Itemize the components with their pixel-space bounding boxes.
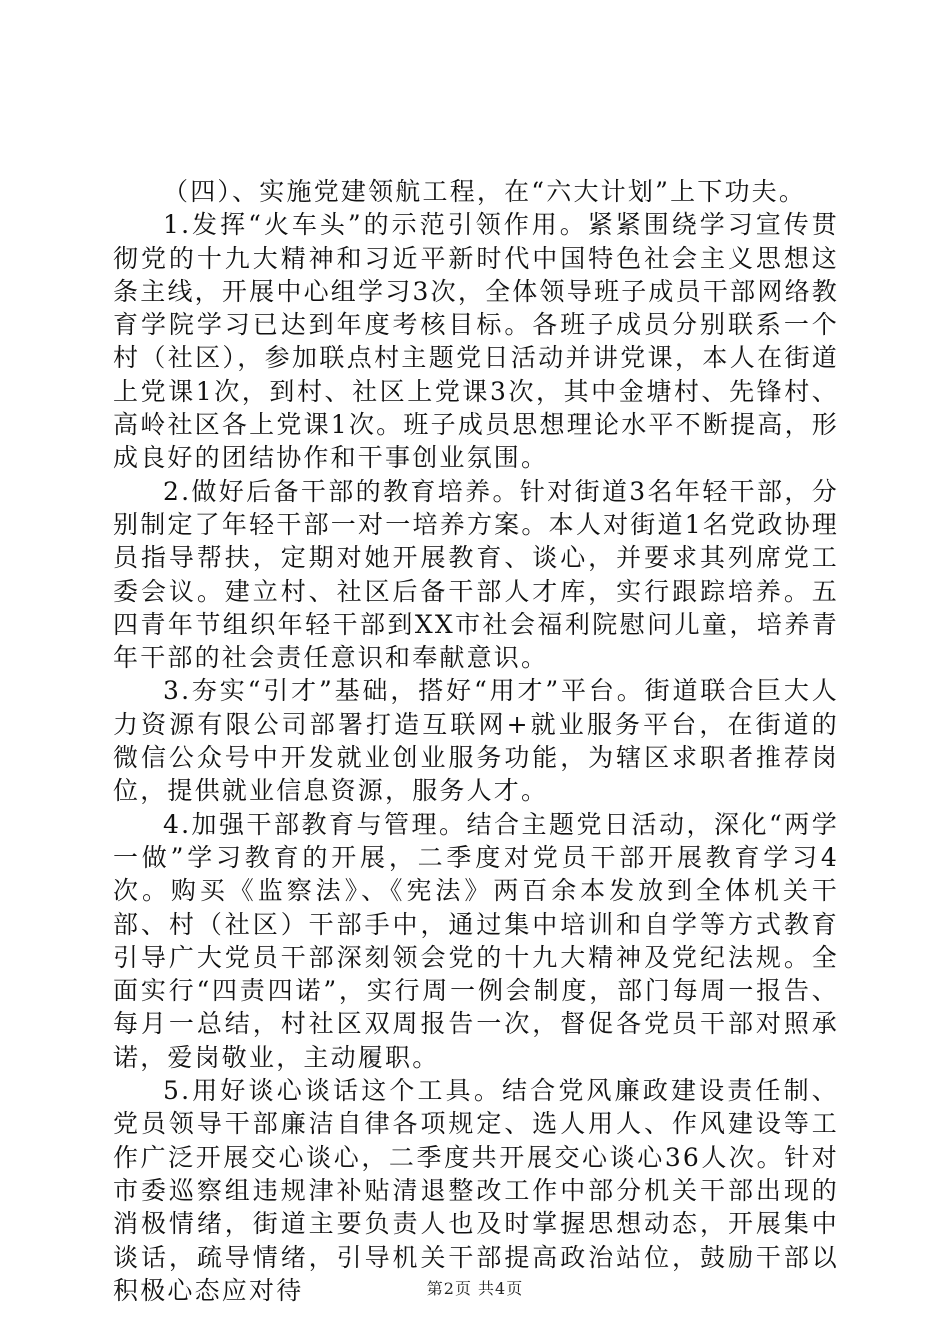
paragraph-3: 3.夯实“引才”基础，搭好“用才”平台。街道联合巨大人力资源有限公司部署打造互联网+就业服务平台，在街道的微信公众号中开发就业创业服务功能，为辖区求职者推荐岗位，提供就业信息资源，服务人才。 (113, 676, 839, 806)
section-heading: （四）、实施党建领航工程，在“六大计划”上下功夫。 (163, 177, 807, 206)
paragraph-4: 4.加强干部教育与管理。结合主题党日活动，深化“两学一做”学习教育的开展，二季度对党员干部开展教育学习4次。购买《监察法》、《宪法》两百余本发放到全体机关干部、村（社区）干部手中，通过集中培训和自学等方式教育引导广大党员干部深刻领会党的十九大精神及党纪法规。全面实行“四责四诺”，实行周一例会制度，部门每周一报告、每月一总结，村社区双周报告一次，督促各党员干部对照承诺，爱岗敬业，主动履职。 (113, 809, 839, 1072)
document-body (113, 175, 839, 1307)
page-number-footer: 第2页 共4页 (426, 1279, 524, 1298)
paragraph-2: 2.做好后备干部的教育培养。针对街道3名年轻干部，分别制定了年轻干部一对一培养方案。本人对街道1名党政协理员指导帮扶，定期对她开展教育、谈心，并要求其列席党工委会议。建立村、社区后备干部人才库，实行跟踪培养。五四青年节组织年轻干部到XX市社会福利院慰问儿童，培养青年干部的社会责任意识和奉献意识。 (113, 476, 839, 673)
paragraph-5: 5.用好谈心谈话这个工具。结合党风廉政建设责任制、党员领导干部廉洁自律各项规定、选人用人、作风建设等工作广泛开展交心谈心，二季度共开展交心谈心36人次。针对市委巡察组违规津补贴清退整改工作中部分机关干部出现的消极情绪，街道主要负责人也及时掌握思想动态，开展集中谈话，疏导情绪，引导机关干部提高政治站位，鼓励干部以积极心态应对待 (113, 1076, 839, 1305)
paragraph-1: 1.发挥“火车头”的示范引领作用。紧紧围绕学习宣传贯彻党的十九大精神和习近平新时代中国特色社会主义思想这条主线，开展中心组学习3次，全体领导班子成员干部网络教育学院学习已达到年度考核目标。各班子成员分别联系一个村（社区），参加联点村主题党日活动并讲党课，本人在街道上党课1次，到村、社区上党课3次，其中金塘村、先锋村、高岭社区各上党课1次。班子成员思想理论水平不断提高，形成良好的团结协作和干事创业氛围。 (113, 210, 839, 473)
